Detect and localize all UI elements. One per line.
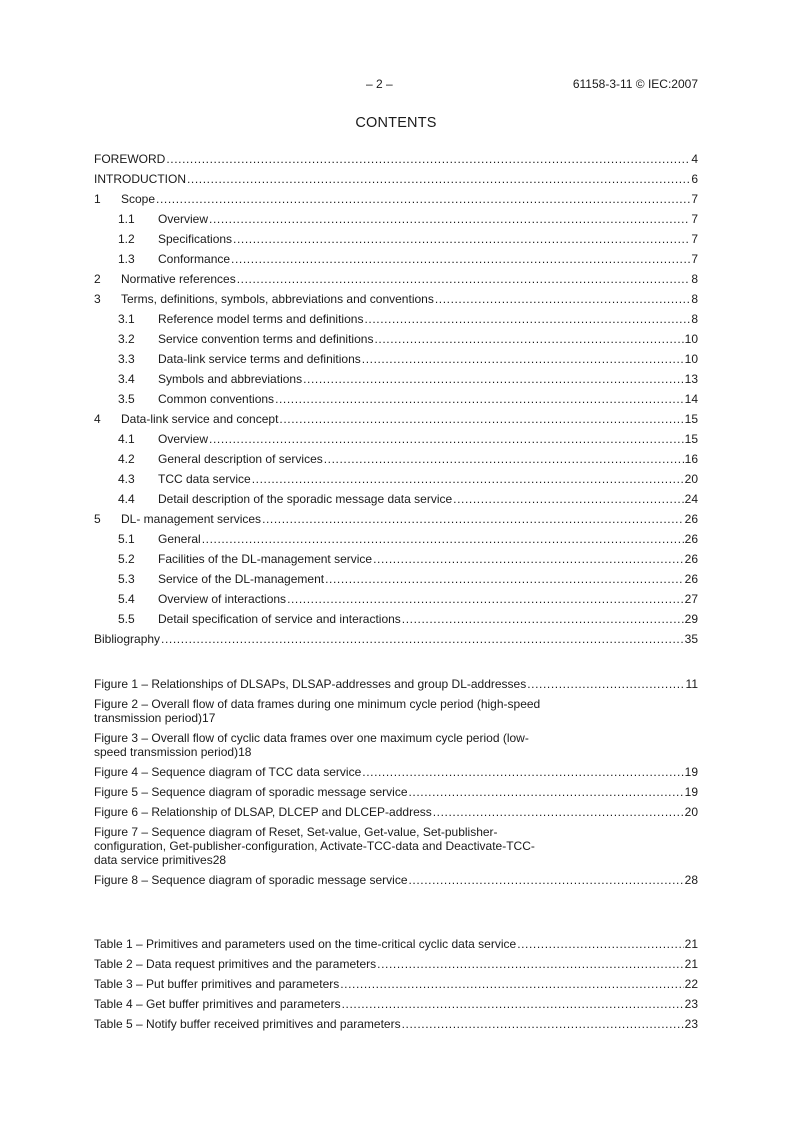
toc-entry-page: 26 (684, 512, 698, 526)
toc-entry-number: 4.4 (118, 492, 135, 506)
toc-entry-number: 1.3 (118, 252, 135, 266)
figure-entry-title-line: speed transmission period) (94, 745, 239, 759)
list-of-tables (94, 931, 698, 1031)
figure-entry[interactable] (94, 825, 698, 867)
dot-leader (303, 372, 684, 386)
toc-entry-page: 35 (684, 632, 698, 646)
toc-entry-number: 5.1 (118, 532, 135, 546)
table-entry-title: Table 4 – Get buffer primitives and parameters (94, 997, 341, 1011)
toc-entry-title: Conformance (158, 252, 231, 266)
figure-entry-page: 17 (202, 711, 216, 725)
toc-entry-title: FOREWORD (94, 152, 166, 166)
dot-leader (362, 352, 684, 366)
toc-entry-title: Detail specification of service and interactions (158, 612, 401, 626)
toc-entry[interactable] (94, 586, 698, 606)
dot-leader (364, 312, 690, 326)
toc-entry[interactable] (94, 606, 698, 626)
figure-entry-title: Figure 6 – Relationship of DLSAP, DLCEP and DLCEP-address (94, 805, 432, 819)
table-entry[interactable] (94, 971, 698, 991)
table-entry-page: 23 (684, 997, 698, 1011)
toc-entry-title: Overview (158, 432, 209, 446)
toc-entry[interactable] (94, 566, 698, 586)
figure-entry-last-line (94, 711, 698, 725)
dot-leader (161, 632, 684, 646)
toc-entry[interactable] (94, 546, 698, 566)
figure-entry-title: Figure 8 – Sequence diagram of sporadic message service (94, 873, 408, 887)
toc-entry-page: 24 (684, 492, 698, 506)
toc-entry-title: INTRODUCTION (94, 172, 186, 186)
toc-entry-page: 26 (684, 572, 698, 586)
toc-entry[interactable] (94, 486, 698, 506)
figure-entry[interactable] (94, 867, 698, 887)
toc-entry-page: 8 (691, 272, 698, 286)
toc-entry-number: 4.1 (118, 432, 135, 446)
toc-entry-page: 7 (691, 192, 698, 206)
toc-entry-number: 3.5 (118, 392, 135, 406)
toc-entry-number: 3 (94, 292, 101, 306)
toc-entry-page: 4 (691, 152, 698, 166)
toc-entry[interactable] (94, 266, 698, 286)
document-id: 61158-3-11 © IEC:2007 (572, 77, 698, 91)
figure-entry-page: 28 (684, 873, 698, 887)
page-title: CONTENTS (355, 115, 437, 131)
toc-entry-number: 2 (94, 272, 101, 286)
dot-leader (402, 612, 684, 626)
toc-entry-number: 5.4 (118, 592, 135, 606)
dot-leader (202, 532, 684, 546)
toc-entry-number: 5.3 (118, 572, 135, 586)
toc-entry-page: 6 (691, 172, 698, 186)
toc-entry-number: 1.1 (118, 212, 135, 226)
figure-entry-page: 20 (684, 805, 698, 819)
toc-entry-title: Overview (158, 212, 209, 226)
toc-entry[interactable] (94, 306, 698, 326)
toc-entry-number: 1.2 (118, 232, 135, 246)
figure-entry-title-line: data service primitives (94, 853, 213, 867)
toc-entry-page: 7 (691, 252, 698, 266)
dot-leader (237, 272, 691, 286)
toc-entry-page: 26 (684, 532, 698, 546)
toc-entry-title: Service convention terms and definitions (158, 332, 374, 346)
dot-leader (377, 957, 683, 971)
table-entry[interactable] (94, 1011, 698, 1031)
figure-entry[interactable] (94, 759, 698, 779)
dot-leader (324, 452, 684, 466)
toc-entry[interactable] (94, 446, 698, 466)
dot-leader (374, 332, 683, 346)
toc-entry-number: 3.1 (118, 312, 135, 326)
figure-entry-page: 11 (685, 677, 698, 691)
dot-leader (279, 412, 683, 426)
toc-entry-page: 29 (684, 612, 698, 626)
table-entry-title: Table 5 – Notify buffer received primitives and parameters (94, 1017, 401, 1031)
toc-entry-number: 1 (94, 192, 101, 206)
dot-leader (209, 432, 684, 446)
dot-leader (166, 152, 690, 166)
toc-entry-number: 3.4 (118, 372, 135, 386)
toc-entry[interactable] (94, 526, 698, 546)
toc-entry-page: 20 (684, 472, 698, 486)
figure-entry-title-line: transmission period) (94, 711, 203, 725)
toc-entry-page: 8 (691, 312, 698, 326)
figure-entry[interactable] (94, 799, 698, 819)
figure-entry[interactable] (94, 697, 698, 725)
table-entry[interactable] (94, 991, 698, 1011)
toc-entry-page: 26 (684, 552, 698, 566)
dot-leader (433, 805, 684, 819)
toc-entry-title: General (158, 532, 201, 546)
toc-entry-page: 14 (684, 392, 698, 406)
toc-entry[interactable] (94, 226, 698, 246)
toc-entry-title: Terms, definitions, symbols, abbreviations and conventions (121, 292, 434, 306)
table-entry-title: Table 2 – Data request primitives and the parameters (94, 957, 377, 971)
toc-entry[interactable] (94, 166, 698, 186)
figure-entry-title: Figure 5 – Sequence diagram of sporadic message service (94, 785, 408, 799)
toc-entry-number: 4 (94, 412, 101, 426)
dot-leader (409, 785, 684, 799)
dot-leader (252, 472, 684, 486)
toc-entry-title: Common conventions (158, 392, 275, 406)
toc-entry[interactable] (94, 506, 698, 526)
toc-entry-title: Reference model terms and definitions (158, 312, 364, 326)
dot-leader (342, 997, 684, 1011)
toc-entry[interactable] (94, 186, 698, 206)
dot-leader (340, 977, 683, 991)
dot-leader (275, 392, 684, 406)
toc-entry-number: 4.2 (118, 452, 135, 466)
dot-leader (453, 492, 683, 506)
dot-leader (402, 1017, 684, 1031)
toc-entry-title: DL- management services (121, 512, 262, 526)
figure-entry-last-line (94, 745, 698, 759)
table-entry-title: Table 1 – Primitives and parameters used on the time-critical cyclic data service (94, 937, 517, 951)
toc-entry[interactable] (94, 346, 698, 366)
toc-entry[interactable] (94, 206, 698, 226)
table-entry-page: 22 (684, 977, 698, 991)
dot-leader (435, 292, 690, 306)
figure-entry-page: 19 (684, 765, 698, 779)
figure-entry[interactable] (94, 779, 698, 799)
toc-entry[interactable] (94, 286, 698, 306)
dot-leader (373, 552, 684, 566)
page-number: – 2 – (366, 77, 393, 91)
toc-entry-title: Normative references (121, 272, 236, 286)
figure-entry-last-line (94, 853, 698, 867)
toc-entry[interactable] (94, 326, 698, 346)
toc-entry-page: 8 (691, 292, 698, 306)
toc-entry-title: General description of services (158, 452, 323, 466)
toc-entry-title: Facilities of the DL-management service (158, 552, 373, 566)
toc-entry-number: 5.5 (118, 612, 135, 626)
dot-leader (409, 873, 684, 887)
figure-entry[interactable] (94, 731, 698, 759)
toc-entry-title: TCC data service (158, 472, 251, 486)
toc-entry-title: Specifications (158, 232, 233, 246)
figure-entry-title-line: Figure 3 – Overall flow of cyclic data frames over one maximum cycle period (low- (94, 731, 529, 745)
page-header (94, 77, 698, 93)
toc-entry-number: 3.2 (118, 332, 135, 346)
table-entry-page: 21 (684, 937, 698, 951)
figure-entry-page: 28 (212, 853, 227, 867)
toc-entry-number: 4.3 (118, 472, 135, 486)
table-entry[interactable] (94, 931, 698, 951)
toc-entry-page: 27 (684, 592, 698, 606)
dot-leader (156, 192, 690, 206)
toc-entry-page: 7 (691, 232, 698, 246)
list-of-figures (94, 671, 698, 887)
toc-entry[interactable] (94, 146, 698, 166)
toc-entry-title: Symbols and abbreviations (158, 372, 303, 386)
table-entry-page: 23 (684, 1017, 698, 1031)
toc-entry-page: 7 (691, 212, 698, 226)
figure-entry-title: Figure 4 – Sequence diagram of TCC data service (94, 765, 362, 779)
toc-entry-title: Bibliography (94, 632, 161, 646)
toc-entry-page: 15 (684, 432, 698, 446)
toc-entry-title: Data-link service terms and definitions (158, 352, 361, 366)
toc-entry-page: 10 (684, 352, 698, 366)
table-entry[interactable] (94, 951, 698, 971)
toc-entry-page: 13 (684, 372, 698, 386)
toc-entry-title: Data-link service and concept (121, 412, 279, 426)
dot-leader (209, 212, 690, 226)
toc-entry-number: 5.2 (118, 552, 135, 566)
toc-entry[interactable] (94, 426, 698, 446)
dot-leader (287, 592, 684, 606)
figure-entry-title: Figure 1 – Relationships of DLSAPs, DLSAP-addresses and group DL-addresses (94, 677, 527, 691)
dot-leader (527, 677, 684, 691)
table-of-contents (94, 146, 698, 646)
dot-leader (262, 512, 684, 526)
dot-leader (362, 765, 683, 779)
toc-entry-page: 16 (684, 452, 698, 466)
figure-entry-title-line: Figure 2 – Overall flow of data frames during one minimum cycle period (high-speed (94, 697, 541, 711)
dot-leader (517, 937, 683, 951)
toc-entry[interactable] (94, 366, 698, 386)
toc-entry-number: 5 (94, 512, 101, 526)
table-entry-page: 21 (684, 957, 698, 971)
toc-entry-number: 3.3 (118, 352, 135, 366)
toc-entry-title: Scope (121, 192, 156, 206)
toc-entry-page: 10 (684, 332, 698, 346)
figure-entry-page: 18 (238, 745, 252, 759)
toc-entry-title: Service of the DL-management (158, 572, 325, 586)
figure-entry-page: 19 (684, 785, 698, 799)
toc-entry[interactable] (94, 406, 698, 426)
toc-entry[interactable] (94, 386, 698, 406)
toc-entry-page: 15 (684, 412, 698, 426)
figure-entry[interactable] (94, 671, 698, 691)
dot-leader (231, 252, 690, 266)
toc-entry[interactable] (94, 246, 698, 266)
toc-entry[interactable] (94, 626, 698, 646)
toc-entry[interactable] (94, 466, 698, 486)
toc-entry-title: Overview of interactions (158, 592, 287, 606)
table-entry-title: Table 3 – Put buffer primitives and parameters (94, 977, 340, 991)
figure-entry-title-line: configuration, Get-publisher-configuration, Activate-TCC-data and Deactivate-TCC- (94, 839, 535, 853)
dot-leader (325, 572, 684, 586)
figure-entry-title-line: Figure 7 – Sequence diagram of Reset, Set-value, Get-value, Set-publisher- (94, 825, 498, 839)
dot-leader (187, 172, 690, 186)
toc-entry-title: Detail description of the sporadic message data service (158, 492, 453, 506)
dot-leader (233, 232, 690, 246)
